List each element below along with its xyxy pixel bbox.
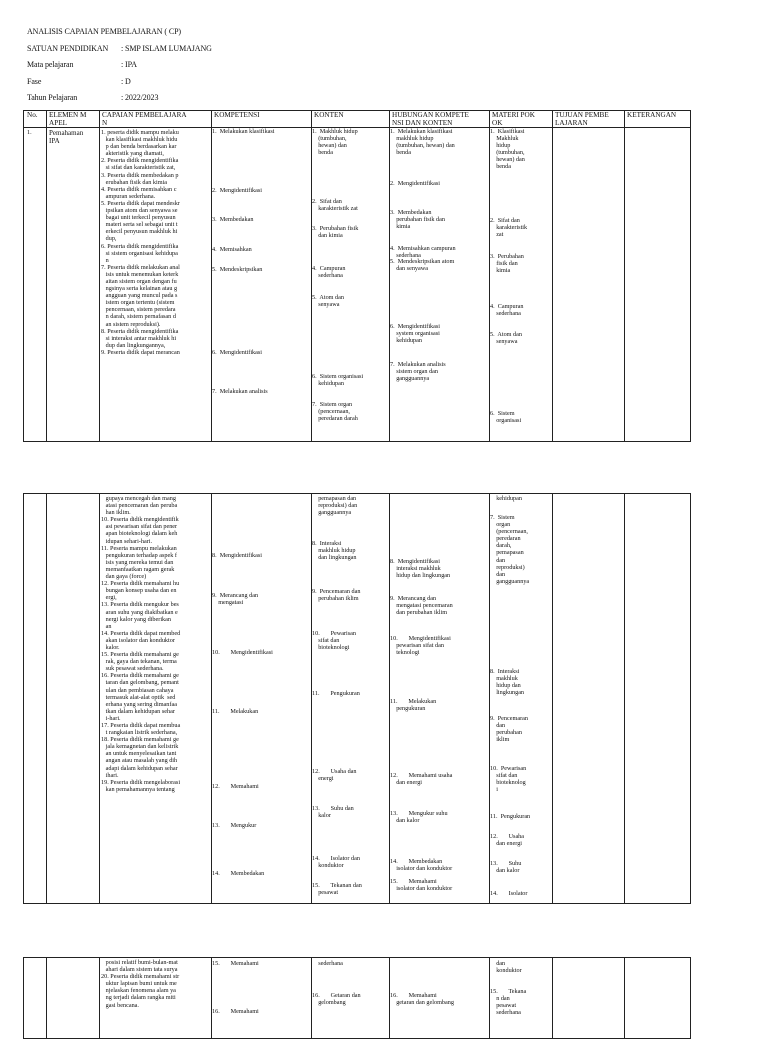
meta-value: : SMP ISLAM LUMAJANG (121, 44, 212, 53)
materi-entry: 14. Isolator (490, 890, 528, 897)
konten-entry: 5. Atom dan senyawa (312, 294, 344, 309)
hubungan-entry: 8. Mengidentifikasi interaksi makhluk hidup dan lingkungan (390, 558, 451, 580)
meta-value: : IPA (121, 60, 137, 69)
materi-entry: 15. Tekana n dan pesawat sederhana (490, 988, 527, 1017)
cp-cell: 1. peserta didik mampu melaku kan klasifikasi makhluk hidu p dan benda berdasarkan kar akteristik yang diamati, 2. Peserta didik mengidentifika si sifat dan karakteristik zat, 3. Peserta didik membedakan p erubahan fisik dan kimia 4. Peserta didik memisahkan c ampuran sederhana. 5. Peserta didik dapat mendeskr ipsikan atom dan senyawa se bagai unit terkecil penyusun materi serta sel sebagai unit t erkecil penyusun makhluk hi dup, 6. Peserta didik mengidentifika si sistem organisasi kehidupa n 7. Peserta didik melakukan anal isis untuk menemukan keterk aitan sistem organ dengan fu ngsinya serta kelainan atau g angguan yang muncul pada s istem organ tertentu (sistem pencernaan, sistem peredara n darah, sistem pernafasan d an sistem reproduksi). 8. Peserta didik mengidentifika si interaksi antar makhluk hi dup dan lingkungannya, 9. Peserta didik dapat merancan (101, 129, 180, 356)
materi-entry: kehidupan (490, 495, 522, 502)
kompetensi-entry: 9. Merancang dan mengatasi (212, 592, 259, 607)
konten-entry: 1. Makhluk hidup (tumbuhan, hewan) dan benda (312, 128, 358, 157)
konten-entry: 16. Getaran dan gelombang (312, 992, 361, 1007)
cp-cell: posisi relatif bumi-bulan-mat ahari dalam sistem tata surya 20. Peserta didik memahami str uktur lapisan bumi untuk me njelaskan fenomena alam ya ng terjadi dalam rangka miti gasi bencana. (101, 959, 180, 1009)
kompetensi-entry: 4. Memisahkan (212, 246, 252, 253)
meta-value: : 2022/2023 (121, 93, 159, 102)
hubungan-entry: 4. Memisahkan campuran sederhana (390, 245, 456, 260)
materi-entry: 9. Pencemaran dan perubahan iklim (490, 715, 528, 744)
col-header-kompetensi: KOMPETENSI (214, 112, 260, 119)
col-header-cp: CAPAIAN PEMBELAJARA N (102, 112, 187, 127)
materi-entry: 4. Campuran sederhana (490, 303, 524, 318)
konten-entry: 8. Interaksi makhluk hidup dan lingkungan (312, 540, 357, 562)
kompetensi-entry: 13. Mengukur (212, 822, 257, 829)
kompetensi-entry: 12. Memahami (212, 783, 259, 790)
col-header-keterangan: KETERANGAN (627, 112, 677, 119)
materi-entry: 3. Perubahan fisik dan kimia (490, 253, 524, 275)
konten-entry: 10. Pewarisan sifat dan bioteknologi (312, 630, 356, 652)
meta-value: : D (121, 77, 131, 86)
materi-entry: dan konduktor (496, 960, 522, 975)
materi-entry: 6. Sistem organisasi (490, 410, 522, 425)
konten-entry: 7. Sistem organ (pencernaan, peredaran darah (312, 401, 358, 423)
hubungan-entry: 10. Mengidentifikasi pewarisan sifat dan teknologi (390, 635, 451, 657)
col-header-no: No. (27, 112, 38, 119)
hubungan-entry: 3. Membedakan perubahan fisik dan kimia (390, 209, 445, 231)
hubungan-entry: 13. Mengukur suhu dan kalor (390, 810, 448, 825)
konten-entry: 3. Perubahan fisik dan kimia (312, 225, 359, 240)
hubungan-entry: 2. Mengidentifikasi (390, 180, 441, 187)
meta-label: Fase (27, 77, 42, 86)
kompetensi-entry: 8. Mengidentifikasi (212, 552, 263, 559)
kompetensi-entry: 16. Memahami (212, 1008, 259, 1015)
kompetensi-entry: 14. Membedakan (212, 870, 265, 877)
konten-entry: 2. Sifat dan karakteristik zat (312, 198, 358, 213)
kompetensi-entry: 7. Melakukan analisis (212, 388, 268, 395)
materi-entry: 8. Interaksi makhluk hidup dan lingkungan (490, 668, 525, 697)
hubungan-entry: 15. Memahami isolator dan konduktor (390, 878, 453, 893)
materi-entry: 1. Klasifikasi Makhluk hidup (tumbuhan, hewan) dan benda (490, 128, 525, 171)
kompetensi-entry: 6. Mengidentifikasi (212, 349, 263, 356)
col-header-elemen: ELEMEN M APEL (49, 112, 87, 127)
konten-entry: 11. Pengukuran (312, 690, 360, 697)
kompetensi-entry: 15. Memahami (212, 960, 259, 967)
konten-entry: 6. Sistem organisasi kehidupan (312, 373, 364, 388)
materi-entry: 7. Sistem organ (pencernaan, peredaran darah, pemapasan dan reproduksi) dan gangguannya (490, 514, 530, 585)
hubungan-entry: 11. Melakukan pengukuran (390, 698, 437, 713)
title-text: ANALISIS CAPAIAN PEMBELAJARAN ( CP) (27, 27, 182, 36)
kompetensi-entry: 2. Mengidentifikasi (212, 187, 263, 194)
row-number: 1. (27, 129, 32, 136)
konten-entry: pemapasan dan reproduksi) dan gangguannya (318, 495, 358, 517)
materi-entry: 12. Usaha dan energi (490, 833, 525, 848)
materi-entry: 13. Suhu dan kalor (490, 860, 522, 875)
meta-label: Tahun Pelajaran (27, 93, 78, 102)
col-header-materi: MATERI POK OK (492, 112, 535, 127)
hubungan-entry: 14. Membedakan isolator dan konduktor (390, 858, 453, 873)
hubungan-entry: 9. Merancang dan mengatasi pencemaran dan perubahan iklim (390, 595, 453, 617)
hubungan-entry: 1. Melakukan klasifikasi makhluk hidup (tumbuhan, hewan) dan benda (390, 128, 455, 157)
konten-entry: 9. Pencemaran dan perubahan iklim (312, 588, 361, 603)
hubungan-entry: 6. Mengidentifikasi system organisasi kehidupan (390, 323, 441, 345)
konten-entry: 4. Campuran sederhana (312, 265, 346, 280)
konten-entry: 14. Isolator dan konduktor (312, 855, 360, 870)
materi-entry: 2. Sifat dan karakteristik zat (490, 217, 528, 239)
kompetensi-entry: 3. Membedakan (212, 216, 254, 223)
hubungan-entry: 7. Melakukan analisis sistem organ dan gangguannya (390, 361, 446, 383)
kompetensi-entry: 11. Melakukan (212, 708, 259, 715)
konten-entry: 13. Suhu dan kalor (312, 805, 354, 820)
konten-entry: sederhana (312, 960, 343, 967)
materi-entry: 5. Atom dan senyawa (490, 331, 522, 346)
col-header-konten: KONTEN (314, 112, 344, 119)
konten-entry: 12. Usaha dan energi (312, 768, 357, 783)
document-title (27, 27, 181, 36)
kompetensi-entry: 10. Mengidentifikasi (212, 649, 273, 656)
col-header-hubungan: HUBUNGAN KOMPETE NSI DAN KONTEN (392, 112, 469, 127)
elemen-cell: Pemahaman IPA (49, 129, 84, 145)
kompetensi-entry: 1. Melakukan klasifikasi (212, 128, 275, 135)
materi-entry: 10. Pewarisan sifat dan bioteknolog i (490, 765, 527, 794)
meta-label: Mata pelajaran (27, 60, 74, 69)
konten-entry: 15. Tekanan dan pesawat (312, 882, 362, 897)
kompetensi-entry: 5. Mendeskripsikan (212, 266, 263, 273)
hubungan-entry: 16. Memahami getaran dan gelombang (390, 992, 454, 1007)
meta-label: SATUAN PENDIDIKAN (27, 44, 109, 53)
col-header-tujuan: TUJUAN PEMBE LAJARAN (555, 112, 609, 127)
cp-cell: gupaya mencegah dan mang atasi pencemaran dan peruba han iklim. 10. Peserta didik mengidentifik asi pewarisan sifat dan pener apan bioteknologi dalam keh idupan sehari-hari. 11. Peserta mampu melakukan pengukuran terhadap aspek f isis yang mereka temui dan memanfaatkan ragam gerak dan gaya (force) 12. Peserta didik memahami hu bungan konsep usaha dan en ergi, 13. Peserta didik mengukur bes aran suhu yang diakibatkan e nergi kalor yang diberikan an 14. Peserta didik dapat membed akan isolator dan konduktor kalor. 15. Peserta didik memahami ge rak, gaya dan tekanan, terma suk pesawat sederhana. 16. Peserta didik memahami ge taran dan gelombang, pemant ulan dan pembiasan cahaya termasuk alat-alat optik sed erhana yang sering dimanfaa tkan dalam kehidupan sehar i-hari. 17. Peserta didik dapat membua t rangkaian listrik sederhana, 18. Peserta didik memahami ge jala kemagnetan dan kelistrik an untuk menyelesaikan tant angan atau masalah yang dih adapi dalam kehidupan sehar ihari. 19. Peserta didik mengelaborasi kan pemahamannya tentang (101, 495, 181, 793)
materi-entry: 11. Pengukuran (490, 813, 531, 820)
hubungan-entry: 5. Mendeskripsikan atom dan senyawa (390, 258, 455, 273)
hubungan-entry: 12. Memahami usaha dan energi (390, 772, 453, 787)
